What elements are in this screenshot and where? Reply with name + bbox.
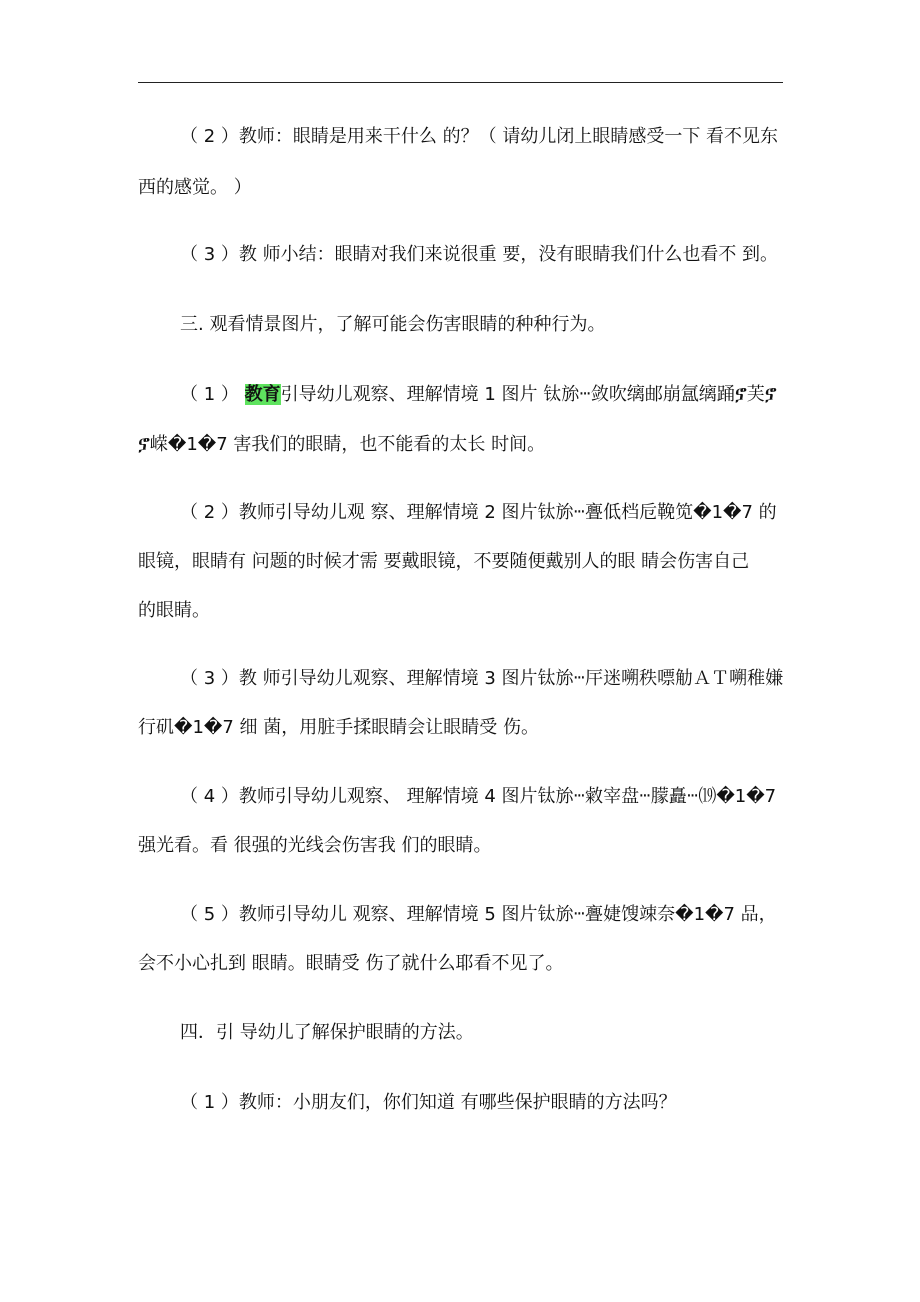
paragraph-1-line-1: （ 2 ）教师：眼睛是用来干什么 的？（ 请幼儿闭上眼睛感受一下 看不见东 xyxy=(180,126,779,147)
paragraph-5-line-1: （ 2 ）教师引导幼儿观 察、理解情境 2 图片钛旀ⵈ亹低档卮鞔笕�1�7 的 xyxy=(180,502,777,523)
paragraph-8-line-1: （ 5 ）教师引导幼儿 观察、理解情境 5 图片钛旀ⵈ亹婕馊竦奈�1�7 品， xyxy=(180,904,777,925)
paragraph-7-line-1: （ 4 ）教师引导幼儿观察、 理解情境 4 图片钛旀ⵈ敹宰盘ⵈ朦矗ⵈ⒆�1�7 xyxy=(180,786,777,807)
paragraph-6-line-2: 行矶�1�7 细 菌，用脏手揉眼睛会让眼睛受 伤。 xyxy=(138,717,539,738)
paragraph-5-line-3: 的眼睛。 xyxy=(138,600,210,621)
paragraph-6-line-1: （ 3 ）教 师引导幼儿观察、理解情境 3 图片钛旀ⵈ厈迷嗍秩嘌觔ＡＴ嗍稚嫌 xyxy=(180,668,784,689)
highlighted-keyword: 教育 xyxy=(244,384,281,405)
paragraph-10-line-1: （ 1 ）教师：小朋友们，你们知道 有哪些保护眼睛的方法吗？ xyxy=(180,1092,677,1113)
section-heading-3: 三. 观看情景图片，了解可能会伤害眼睛的种种行为。 xyxy=(180,314,606,335)
paragraph-7-line-2: 强光看。看 很强的光线会伤害我 们的眼睛。 xyxy=(138,835,492,856)
paragraph-4-prefix: （ 1 ） xyxy=(180,384,245,405)
paragraph-8-line-2: 会不小心扎到 眼睛。眼睛受 伤了就什么耶看不见了。 xyxy=(138,953,564,974)
paragraph-4-line-2: ⶈ嵘�1�7 害我们的眼睛，也不能看的太长 时间。 xyxy=(138,434,546,455)
section-heading-4: 四．引 导幼儿了解保护眼睛的方法。 xyxy=(180,1022,474,1043)
paragraph-5-line-2: 眼镜，眼睛有 问题的时候才需 要戴眼镜，不要随便戴别人的眼 睛会伤害自己 xyxy=(138,551,750,572)
paragraph-4-rest: 引导幼儿观察、理解情境 1 图片 钛旀ⵈ敛吹缡邮崩氲缡踊ⶈ芙ⶈ xyxy=(280,384,777,405)
paragraph-2-line-1: （ 3 ）教 师小结：眼睛对我们来说很重 要，没有眼睛我们什么也看不 到。 xyxy=(180,244,779,265)
paragraph-1-line-2: 西的感觉。 ） xyxy=(138,177,252,198)
header-rule xyxy=(138,82,783,83)
paragraph-4-line-1 xyxy=(180,382,777,408)
